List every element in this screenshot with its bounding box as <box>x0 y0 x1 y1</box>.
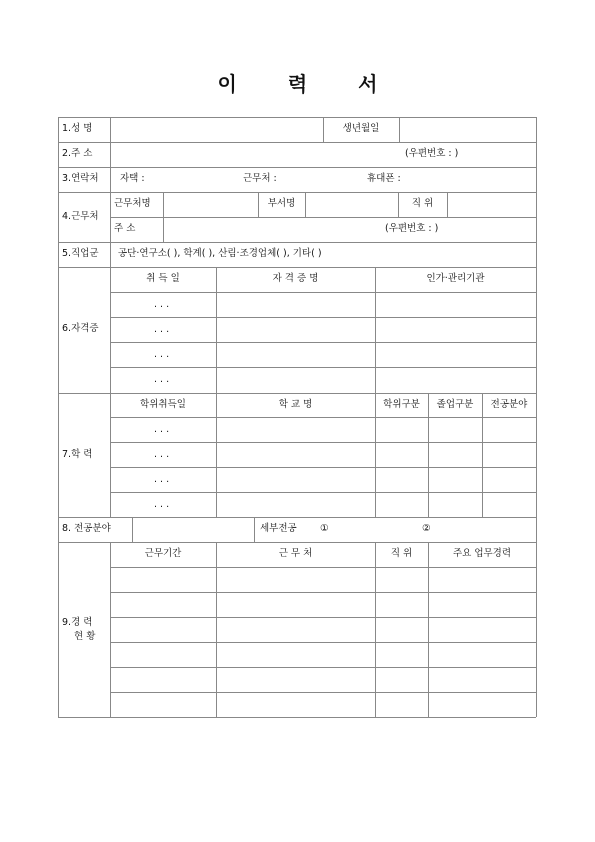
postal-code-label: (우편번호 : ) <box>405 148 459 159</box>
divider <box>110 567 536 568</box>
company-name-label: 근무처명 <box>114 198 151 209</box>
cert-authority-header: 인가·관리기관 <box>426 273 485 284</box>
title-char-2: 력 <box>287 72 308 96</box>
cell-line <box>375 393 376 517</box>
divider <box>110 692 536 693</box>
name-label: 1.성 명 <box>62 123 93 134</box>
divider <box>58 393 536 394</box>
divider <box>110 442 536 443</box>
workplace-label: 4.근무처 <box>62 211 99 222</box>
divider <box>58 192 536 193</box>
divider <box>110 617 536 618</box>
sub-specialty-mark-1: ① <box>320 523 329 534</box>
divider <box>110 417 536 418</box>
graduation-type-header: 졸업구분 <box>436 399 474 410</box>
contact-label: 3.연락처 <box>62 173 99 184</box>
cert-date-placeholder: . . . <box>154 324 170 335</box>
cert-name-header: 자 격 증 명 <box>272 273 319 284</box>
cell-line <box>216 393 217 517</box>
divider <box>110 217 536 218</box>
job-position-header: 직 위 <box>390 548 413 559</box>
cell-line <box>375 267 376 393</box>
cell-line <box>428 393 429 517</box>
address-label: 2.주 소 <box>62 148 93 159</box>
birthdate-field[interactable] <box>400 118 535 142</box>
divider <box>58 242 536 243</box>
label-col-line <box>110 542 111 717</box>
divider <box>58 167 536 168</box>
cell-line <box>163 192 164 242</box>
title-char-1: 이 <box>217 72 237 96</box>
cell-line <box>375 542 376 717</box>
cell-line <box>254 517 255 542</box>
mobile-label: 휴대폰 : <box>367 173 401 184</box>
title-char-3: 서 <box>358 72 378 96</box>
career-label-2: 현 황 <box>74 631 96 642</box>
divider <box>110 467 536 468</box>
birthdate-label: 생년월일 <box>342 123 380 134</box>
address-field[interactable] <box>111 143 401 167</box>
name-field[interactable] <box>111 118 322 142</box>
school-name-header: 학 교 명 <box>278 399 313 410</box>
cert-date-placeholder: . . . <box>154 349 170 360</box>
cell-line <box>216 267 217 393</box>
position-label: 직 위 <box>411 198 434 209</box>
divider <box>110 592 536 593</box>
education-label: 7.학 력 <box>62 449 93 460</box>
degree-date-placeholder: . . . <box>154 499 170 510</box>
divider <box>58 542 536 543</box>
divider <box>110 317 536 318</box>
border-bottom <box>58 717 536 718</box>
work-period-header: 근무기간 <box>144 548 182 559</box>
cert-date-placeholder: . . . <box>154 299 170 310</box>
cell-line <box>428 542 429 717</box>
divider <box>58 267 536 268</box>
border-left <box>58 117 59 717</box>
work-postal-code-label: (우편번호 : ) <box>385 223 439 234</box>
border-right <box>536 117 537 717</box>
divider <box>58 517 536 518</box>
occupation-options: 공단·연구소( ), 학계( ), 산림·조경업체( ), 기타( ) <box>118 248 322 259</box>
occupation-label: 5.직업군 <box>62 248 99 259</box>
degree-date-header: 학위취득일 <box>140 399 186 410</box>
cell-line <box>216 542 217 717</box>
sub-specialty-mark-2: ② <box>422 523 431 534</box>
resume-form <box>58 117 536 717</box>
work-address-label: 주 소 <box>114 223 136 234</box>
department-label: 부서명 <box>267 198 296 209</box>
divider <box>110 667 536 668</box>
cert-date-header: 취 득 일 <box>146 273 180 284</box>
cell-line <box>482 393 483 517</box>
divider <box>110 492 536 493</box>
divider <box>110 292 536 293</box>
page-title <box>0 68 595 97</box>
degree-date-placeholder: . . . <box>154 474 170 485</box>
cert-date-placeholder: . . . <box>154 374 170 385</box>
degree-date-placeholder: . . . <box>154 424 170 435</box>
cell-line <box>305 192 306 217</box>
career-label: 9.경 력 <box>62 617 93 628</box>
home-phone-label: 자택 : <box>120 173 145 184</box>
degree-type-header: 학위구분 <box>383 399 420 410</box>
divider <box>110 642 536 643</box>
divider <box>110 367 536 368</box>
major-header: 전공분야 <box>490 399 528 410</box>
work-phone-label: 근무처 : <box>243 173 277 184</box>
certificate-label: 6.자격증 <box>62 323 99 334</box>
specialty-label: 8. 전공분야 <box>62 523 111 534</box>
workplace-header: 근 무 처 <box>278 548 313 559</box>
degree-date-placeholder: . . . <box>154 449 170 460</box>
sub-specialty-label: 세부전공 <box>260 523 297 534</box>
cell-line <box>447 192 448 217</box>
main-duties-header: 주요 업무경력 <box>452 548 512 559</box>
cell-line <box>132 517 133 542</box>
divider <box>110 342 536 343</box>
